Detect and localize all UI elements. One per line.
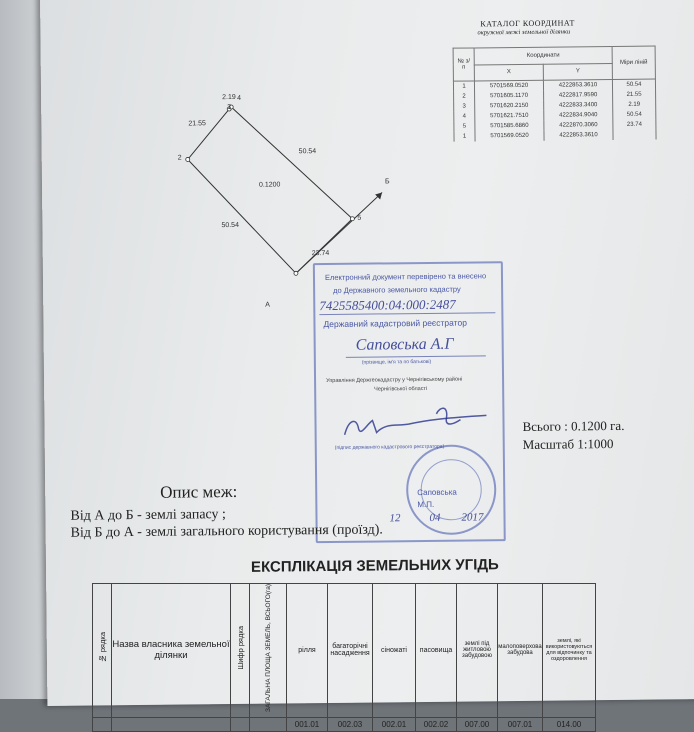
coordinate-cell-y: 4222853.3610	[544, 130, 613, 141]
coordinate-cell-n: 1	[453, 81, 474, 92]
vertex-5	[350, 217, 354, 221]
col-measures-header: Міри ліній	[612, 46, 655, 79]
stamp-month: 04	[429, 511, 441, 524]
plot-area-label: 0.1200	[258, 181, 281, 189]
coordinate-cell-x: 5701605.1170	[475, 91, 544, 102]
col-x-header: X	[474, 64, 543, 81]
coordinate-cell-y: 4222817.9590	[544, 90, 613, 101]
explication-table	[92, 583, 596, 732]
vertex-3-label: 3	[227, 104, 232, 112]
point-a-label: A	[265, 301, 270, 309]
code-col-1: 001.01	[287, 717, 328, 731]
cadastre-stamp	[313, 261, 506, 543]
col-number-header: № з/п	[453, 48, 474, 81]
coordinate-cell-n: 5	[454, 121, 475, 131]
vertex-2	[186, 157, 190, 161]
catalog-subtitle: окружної межі земельної ділянки	[477, 28, 571, 37]
coordinate-cell-m: 21.55	[613, 90, 656, 100]
stamp-year: 2017	[461, 511, 484, 524]
coordinate-cell-y: 4222853.3610	[543, 80, 612, 91]
code-col-6: 007.01	[498, 717, 543, 731]
registrar-name: Саповська А.Г	[355, 335, 454, 354]
header-total-area: ЗАГАЛЬНА ПЛОЩА ЗЕМЕЛЬ, ВСЬОГО(га)	[250, 584, 287, 718]
header-col-5: землі під житловою забудовою	[457, 584, 498, 718]
catalog-title: КАТАЛОГ КООРДИНАТ	[480, 18, 575, 29]
header-col-1: рілля	[287, 584, 328, 718]
boundary-arrow-line	[295, 192, 383, 273]
code-col-5: 007.00	[457, 717, 498, 731]
scale: Масштаб 1:1000	[522, 436, 614, 452]
stamp-registrar: Державний кадастровий реєстратор	[323, 317, 467, 330]
code-row-blank-2	[112, 717, 231, 731]
coordinate-cell-n: 4	[454, 111, 475, 121]
coordinate-cell-x: 5701569.0520	[475, 131, 544, 142]
coordinate-cell-m: 23.74	[613, 120, 656, 130]
description-line-2: Від Б до А - землі загального користування (проїзд).	[70, 522, 383, 541]
code-col-3: 002.01	[373, 717, 416, 731]
name-underline	[346, 355, 486, 357]
name-hint: (прізвище, ім'я та по батькові)	[361, 358, 432, 366]
code-col-7: 014.00	[543, 717, 596, 731]
stamp-line-1: Електронний документ перевірено та внесено	[324, 271, 487, 283]
coordinate-cell-n: 3	[454, 101, 475, 111]
coordinate-cell-y: 4222870.3060	[544, 120, 613, 131]
vertex-5-label: 5	[357, 214, 362, 222]
total-area: Всього : 0.1200 га.	[522, 417, 625, 434]
length-1-2: 50.54	[221, 221, 240, 230]
stamp-office-2: Чернігівської області	[374, 385, 428, 393]
vertex-2-label: 2	[177, 154, 182, 162]
coordinate-cell-m: 2.19	[613, 100, 656, 110]
length-2-3: 21.55	[188, 120, 206, 128]
stamp-office-1: Управління Держгеокадастру у Чернігівському районі	[326, 376, 463, 385]
code-row-blank-1	[93, 717, 112, 731]
length-5-1: 23.74	[311, 249, 330, 258]
point-b-label: Б	[384, 178, 390, 186]
header-code: Шифр рядка	[231, 584, 250, 718]
code-col-4: 002.02	[416, 717, 457, 731]
header-col-6: малоповерхова забудова	[498, 584, 543, 718]
coordinate-cell-n: 1	[454, 131, 475, 141]
sign-hint: (підпис державного кадастрового реєстратора)	[334, 443, 445, 451]
code-row-blank-4	[250, 717, 287, 731]
coordinate-cell-n: 2	[454, 91, 475, 101]
coordinate-cell-x: 5701620.2150	[475, 101, 544, 112]
coordinate-cell-x: 5701569.0520	[474, 80, 543, 91]
header-col-2: багаторічні насадження	[328, 584, 373, 718]
col-y-header: Y	[543, 63, 612, 80]
cadastre-number: 7425585400:04:000:2487	[319, 296, 456, 314]
length-4-5: 50.54	[298, 148, 317, 156]
coordinate-cell-y: 4222833.3400	[544, 100, 613, 111]
description-line-1: Від А до Б - землі запасу ;	[70, 507, 226, 524]
col-coords-header: Координати	[474, 47, 612, 65]
explication-title: ЕКСПЛІКАЦІЯ ЗЕМЕЛЬНИХ УГІДЬ	[250, 556, 499, 576]
seal-mp: М.П.	[417, 499, 435, 510]
header-col-7: землі, які використовуються для відпочинку та оздоровлення	[543, 584, 596, 718]
stamp-day: 12	[389, 512, 401, 525]
stamp-line-2: до Державного земельного кадастру	[333, 284, 461, 295]
registrar-signature	[336, 403, 496, 445]
coordinate-cell-m: 50.54	[613, 110, 656, 120]
coordinate-cell-m: 50.54	[612, 79, 655, 90]
header-col-4: пасовища	[416, 584, 457, 718]
code-col-2: 002.03	[328, 717, 373, 731]
seal-name: Саповська	[417, 487, 457, 498]
coordinate-cell-y: 4222834.9040	[544, 110, 613, 121]
header-col-3: сіножаті	[373, 584, 416, 718]
vertex-4-label: 4	[237, 94, 242, 102]
code-row-blank-3	[231, 717, 250, 731]
header-row-number: № рядка	[93, 584, 112, 718]
coordinate-cell-x: 5701585.6860	[475, 121, 544, 132]
coordinate-cell-x: 5701621.7510	[475, 111, 544, 122]
header-owner: Назва власника земельної ділянки	[112, 584, 231, 718]
length-3-4: 2.19	[222, 93, 236, 102]
description-heading: Опис меж:	[160, 481, 238, 502]
vertex-1	[294, 271, 298, 275]
